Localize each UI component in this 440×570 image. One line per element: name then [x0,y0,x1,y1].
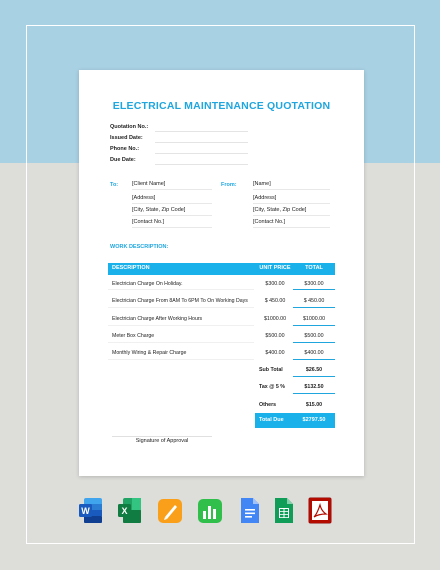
row-4-total-underline [293,342,335,343]
row-1-divider [108,289,254,290]
to-label: To: [110,182,119,188]
google-docs-icon[interactable] [238,497,262,524]
tax-label: Tax @ 5 % [259,384,285,390]
row-1-total: $300.00 [304,281,324,287]
document-title: ELECTRICAL MAINTENANCE QUOTATION [112,100,331,112]
from-label: From: [221,182,237,188]
row-2-total: $ 450.00 [303,298,325,304]
row-3-unit-price: $1000.00 [263,316,287,322]
row-5-total: $400.00 [304,350,324,356]
from-city-state-zip: [City, State, Zip Code] [253,206,330,216]
subtotal-label: Sub Total [259,367,283,373]
total-due-bar [255,413,335,428]
phone-no-field [155,146,248,154]
due-date-label: Due Date: [110,157,136,163]
from-contact-no: [Contact No.] [253,218,330,228]
from-name: [Name] [253,180,330,190]
subtotal-underline [293,376,335,377]
row-5-unit-price: $400.00 [265,350,285,356]
phone-no-label: Phone No.: [110,146,140,152]
issued-date-label: Issued Date: [110,135,143,141]
row-5-total-underline [293,359,335,360]
svg-text:X: X [121,506,128,516]
total-due-label: Total Due [259,417,284,423]
issued-date-field [155,135,248,143]
svg-text:W: W [81,506,90,516]
row-3-divider [108,325,254,326]
others-label: Others [259,402,277,408]
to-client-name: [Client Name] [132,180,212,190]
from-address: [Address] [253,194,330,204]
quotation-no-label: Quotation No.: [110,124,149,130]
tax-value: $132.50 [304,384,324,390]
google-sheets-icon[interactable] [272,497,296,524]
others-value: $15.00 [305,402,323,408]
tax-underline [293,393,335,394]
to-city-state-zip: [City, State, Zip Code] [132,206,212,216]
row-1-description: Electrician Charge On Holiday. [112,281,183,287]
word-icon[interactable] [79,497,103,524]
subtotal-value: $26.50 [305,367,323,373]
excel-icon[interactable] [118,497,142,524]
header-total: TOTAL [305,265,323,271]
quotation-document [79,70,364,476]
row-5-divider [108,359,254,360]
total-due-value: $2797.50 [302,417,326,423]
quotation-no-field [155,124,248,132]
due-date-field [155,157,248,165]
row-3-description: Electrician Charge After Working Hours [112,316,203,322]
row-1-unit-price: $300.00 [265,281,285,287]
row-2-total-underline [293,307,335,308]
row-4-total: $500.00 [304,333,324,339]
work-description-label: WORK DESCRIPTION: [110,244,169,250]
signature-line [112,436,212,437]
row-4-divider [108,342,254,343]
row-1-total-underline [293,289,335,290]
row-3-total: $1000.00 [302,316,326,322]
row-3-total-underline [293,325,335,326]
numbers-icon[interactable] [198,497,222,524]
table-header [108,263,335,275]
row-4-unit-price: $500.00 [265,333,285,339]
row-5-description: Monthly Wiring & Repair Charge [112,350,187,356]
pages-icon[interactable] [158,497,182,524]
header-description: DESCRIPTION [112,265,150,271]
signature-label: Signature of Approval [135,438,189,444]
to-address: [Address] [132,194,212,204]
row-2-description: Electrician Charge From 8AM To 6PM To On Working Days [112,298,248,304]
row-2-unit-price: $ 450.00 [264,298,286,304]
header-unit-price: UNIT PRICE [259,265,291,271]
row-4-description: Meter Box Charge [112,333,155,339]
to-contact-no: [Contact No.] [132,218,212,228]
pdf-icon[interactable] [308,497,332,524]
row-2-divider [108,307,254,308]
